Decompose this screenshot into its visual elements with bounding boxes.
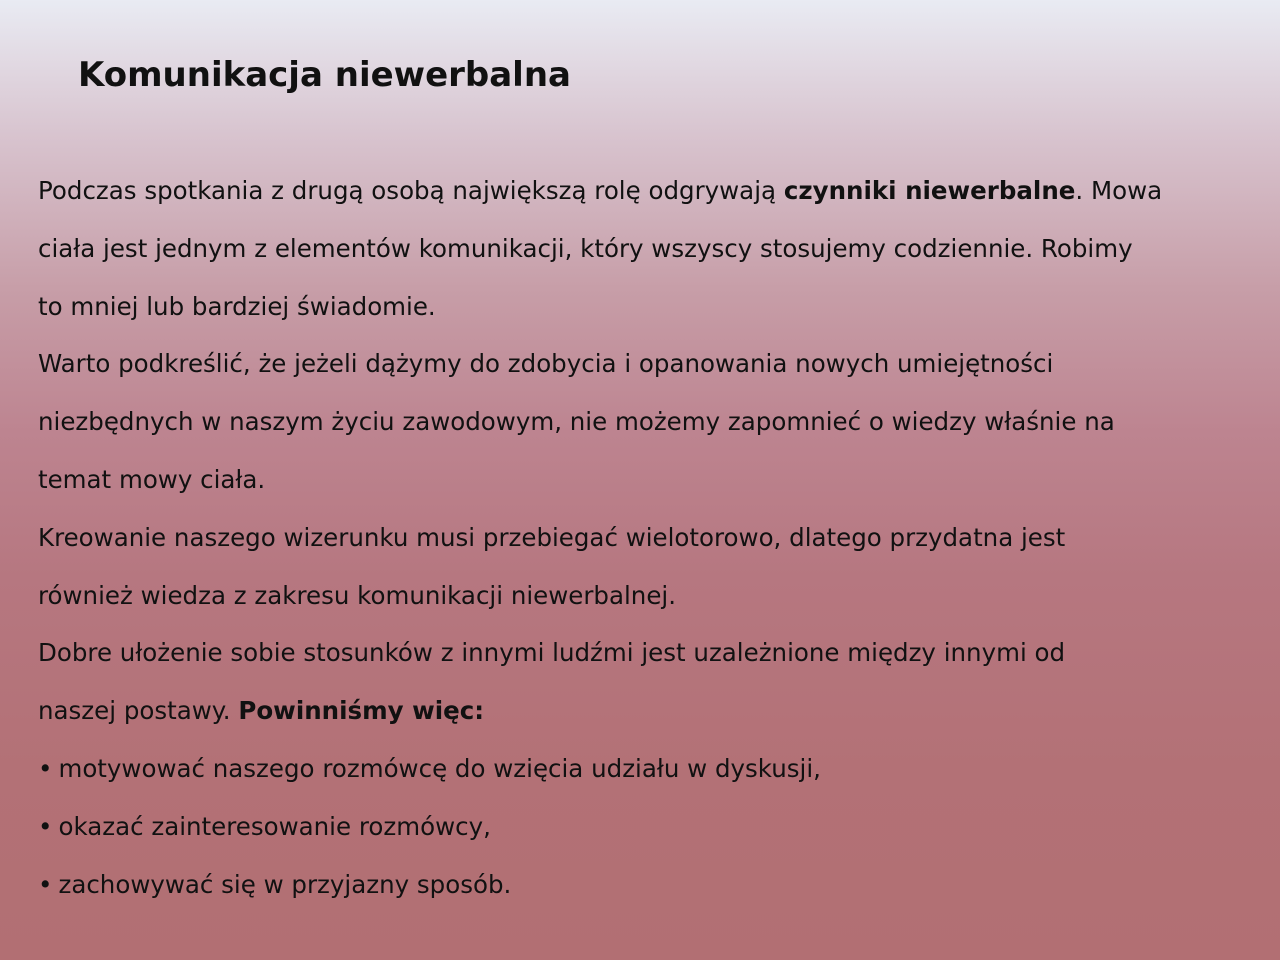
bold-text: czynniki niewerbalne <box>783 176 1076 205</box>
line-text: Warto podkreślić, że jeżeli dążymy do zdobycia i opanowania nowych umiejętności <box>38 349 1054 379</box>
line-text: . Mowa <box>1075 176 1163 205</box>
bullet-item <box>38 856 1238 914</box>
line-text: ciała jest jednym z elementów komunikacji, który wszyscy stosujemy codziennie. Robimy <box>38 233 1133 263</box>
paragraph-line <box>38 162 1238 220</box>
bullet-item <box>38 798 1238 856</box>
bullet-item <box>38 740 1238 798</box>
paragraph-line <box>38 393 1238 451</box>
bullet-text: okazać zainteresowanie rozmówcy, <box>58 811 491 841</box>
paragraph-line <box>38 335 1238 393</box>
bullet-icon: • <box>38 753 53 783</box>
line-text: niezbędnych w naszym życiu zawodowym, nie możemy zapomnieć o wiedzy właśnie na <box>38 407 1115 437</box>
paragraph-line <box>38 451 1238 509</box>
bold-text: Powinniśmy więc: <box>238 696 485 726</box>
bullet-icon: • <box>38 811 53 841</box>
slide-title: Komunikacja niewerbalna <box>78 55 571 95</box>
line-text: to mniej lub bardziej świadomie. <box>38 291 436 321</box>
line-text: naszej postawy. <box>38 696 239 726</box>
line-text: również wiedza z zakresu komunikacji niewerbalnej. <box>38 580 676 610</box>
paragraph-line <box>38 509 1238 567</box>
line-text: Dobre ułożenie sobie stosunków z innymi ludźmi jest uzależnione między innymi od <box>38 638 1066 668</box>
paragraph-line <box>38 220 1238 278</box>
line-text: Podczas spotkania z drugą osobą największą rolę odgrywają <box>38 176 784 205</box>
paragraph-line <box>38 624 1238 682</box>
paragraph-line <box>38 682 1238 740</box>
bullet-text: zachowywać się w przyjazny sposób. <box>58 869 512 899</box>
line-text: temat mowy ciała. <box>38 464 266 494</box>
bullet-icon: • <box>38 869 53 899</box>
paragraph-line <box>38 278 1238 336</box>
bullet-text: motywować naszego rozmówcę do wzięcia udziału w dyskusji, <box>58 753 821 783</box>
slide-body <box>38 162 1238 913</box>
paragraph-line <box>38 567 1238 625</box>
line-text: Kreowanie naszego wizerunku musi przebiegać wielotorowo, dlatego przydatna jest <box>38 522 1066 552</box>
